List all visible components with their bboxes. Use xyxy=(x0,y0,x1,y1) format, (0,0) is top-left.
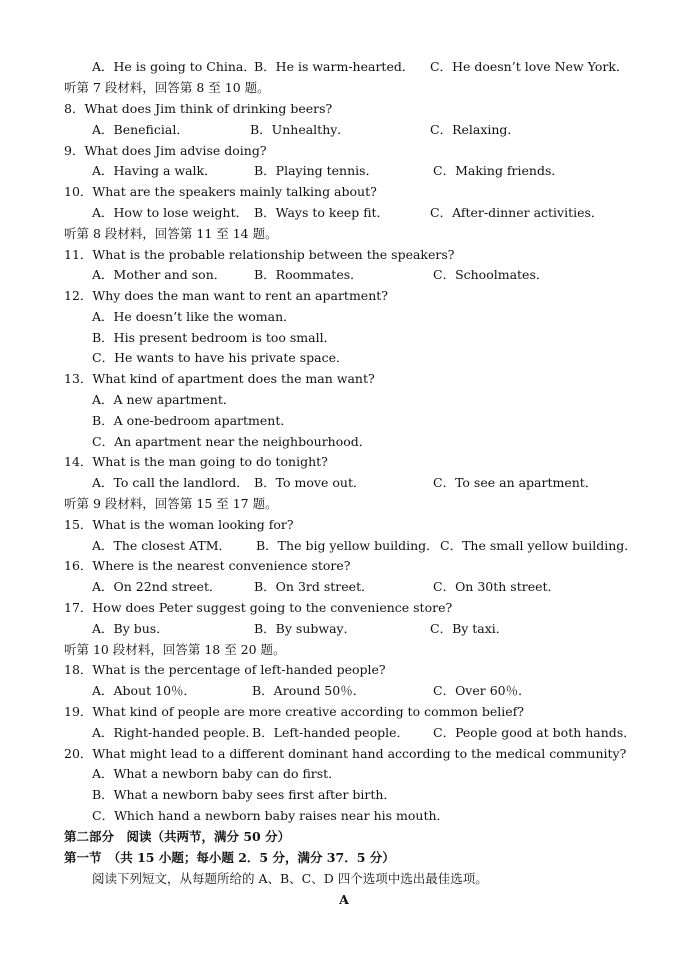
q11-option-b: B．Roommates． xyxy=(254,267,363,282)
q19-stem: 19．What kind of people are more creative according to common belief? xyxy=(64,704,524,719)
q17-option-b: B．By subway． xyxy=(254,621,357,636)
q19-option-b: B．Left-handed people． xyxy=(252,725,410,740)
q12-option-b: B．His present bedroom is too small． xyxy=(92,330,337,345)
q7-option-b: B．He is warm-hearted． xyxy=(254,59,415,74)
section-9-heading: 听第 9 段材料，回答第 15 至 17 题。 xyxy=(64,496,278,511)
q16-stem: 16．Where is the nearest convenience store? xyxy=(64,558,351,573)
q9-option-b: B．Playing tennis． xyxy=(254,163,379,178)
section-10-heading: 听第 10 段材料，回答第 18 至 20 题。 xyxy=(64,642,286,657)
q14-option-a: A．To call the landlord． xyxy=(92,475,249,490)
q11-stem: 11．What is the probable relationship between the speakers? xyxy=(64,247,455,262)
q18-option-b: B．Around 50％． xyxy=(252,683,366,698)
q10-stem: 10．What are the speakers mainly talking about? xyxy=(64,184,377,199)
part-2-heading: 第二部分 阅读（共两节，满分 50 分） xyxy=(64,829,291,844)
q12-stem: 12．Why does the man want to rent an apartment? xyxy=(64,288,388,303)
q10-option-b: B．Ways to keep fit． xyxy=(254,205,390,220)
q7-option-a: A．He is going to China． xyxy=(92,59,256,74)
q9-stem: 9．What does Jim advise doing? xyxy=(64,143,267,158)
q13-option-b: B．A one-bedroom apartment． xyxy=(92,413,293,428)
q17-option-a: A．By bus． xyxy=(92,621,169,636)
section-8-heading: 听第 8 段材料，回答第 11 至 14 题。 xyxy=(64,226,278,241)
q13-option-a: A．A new apartment． xyxy=(92,392,236,407)
q7-option-c: C．He doesn’t love New York． xyxy=(430,59,629,74)
q10-option-c: C．After-dinner activities． xyxy=(430,205,604,220)
q18-option-c: C．Over 60％． xyxy=(433,683,531,698)
reading-instruction: 阅读下列短文，从每题所给的 A、B、C、D 四个选项中选出最佳选项。 xyxy=(92,871,488,886)
section-7-heading: 听第 7 段材料，回答第 8 至 10 题。 xyxy=(64,80,270,95)
q9-option-c: C．Making friends． xyxy=(433,163,564,178)
q13-stem: 13．What kind of apartment does the man want? xyxy=(64,371,375,386)
q14-option-b: B．To move out． xyxy=(254,475,366,490)
q16-option-c: C．On 30th street． xyxy=(433,579,561,594)
q15-stem: 15．What is the woman looking for? xyxy=(64,517,294,532)
q11-option-c: C．Schoolmates． xyxy=(433,267,549,282)
q9-option-a: A．Having a walk． xyxy=(92,163,217,178)
q11-option-a: A．Mother and son． xyxy=(92,267,227,282)
q14-stem: 14．What is the man going to do tonight? xyxy=(64,454,328,469)
q16-option-b: B．On 3rd street． xyxy=(254,579,374,594)
q12-option-c: C．He wants to have his private space． xyxy=(92,350,349,365)
q12-option-a: A．He doesn’t like the woman． xyxy=(92,309,296,324)
q15-option-c: C．The small yellow building． xyxy=(440,538,637,553)
q19-option-c: C．People good at both hands． xyxy=(433,725,636,740)
q20-option-c: C．Which hand a newborn baby raises near his mouth． xyxy=(92,808,450,823)
q8-option-a: A．Beneficial． xyxy=(92,122,189,137)
q13-option-c: C．An apartment near the neighbourhood． xyxy=(92,434,372,449)
q8-stem: 8．What does Jim think of drinking beers? xyxy=(64,101,333,116)
q20-option-b: B．What a newborn baby sees first after birth． xyxy=(92,787,396,802)
q17-stem: 17．How does Peter suggest going to the convenience store? xyxy=(64,600,453,615)
q8-option-c: C．Relaxing． xyxy=(430,122,520,137)
q14-option-c: C．To see an apartment． xyxy=(433,475,598,490)
q18-stem: 18．What is the percentage of left-handed people? xyxy=(64,662,386,677)
q19-option-a: A．Right-handed people． xyxy=(92,725,258,740)
q15-option-b: B．The big yellow building． xyxy=(256,538,439,553)
q16-option-a: A．On 22nd street． xyxy=(92,579,222,594)
q20-stem: 20．What might lead to a different dominant hand according to the medical community? xyxy=(64,746,627,761)
q15-option-a: A．The closest ATM． xyxy=(92,538,232,553)
passage-label: A xyxy=(339,892,349,907)
q18-option-a: A．About 10％． xyxy=(92,683,197,698)
q10-option-a: A．How to lose weight． xyxy=(92,205,249,220)
q20-option-a: A．What a newborn baby can do first． xyxy=(92,766,341,781)
section-1-heading: 第一节 （共 15 小题；每小题 2．5 分，满分 37．5 分） xyxy=(64,850,395,865)
q17-option-c: C．By taxi． xyxy=(430,621,509,636)
q8-option-b: B．Unhealthy． xyxy=(250,122,350,137)
